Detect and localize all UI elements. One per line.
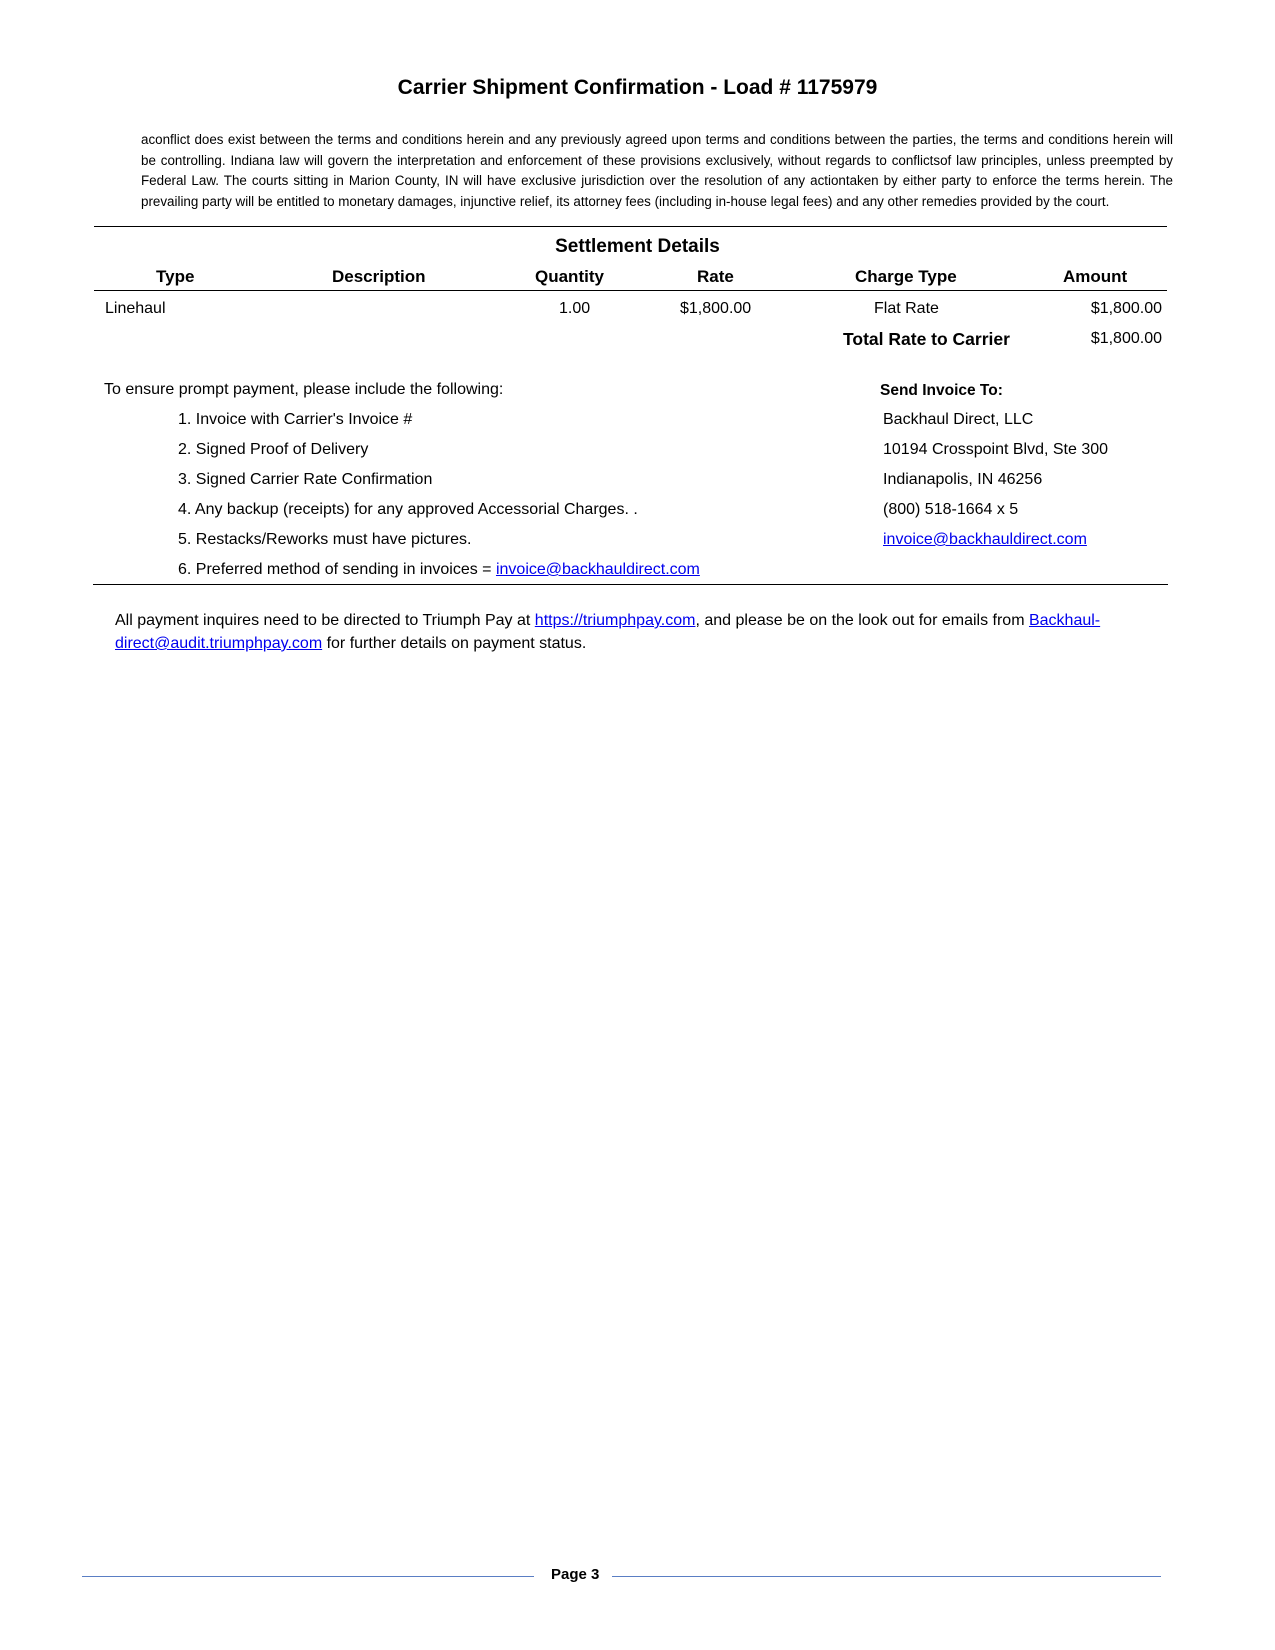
header-type: Type bbox=[156, 267, 195, 286]
payment-inquiry-note bbox=[115, 609, 1195, 655]
invoice-city: Indianapolis, IN 46256 bbox=[883, 471, 1043, 488]
header-quantity: Quantity bbox=[535, 267, 604, 286]
requirement-item: 1. Invoice with Carrier's Invoice # bbox=[178, 411, 413, 428]
section-divider-top bbox=[94, 226, 1167, 227]
payment-note-text: All payment inquires need to be directed to Triumph Pay at bbox=[115, 612, 535, 629]
cell-type: Linehaul bbox=[105, 300, 166, 317]
requirement-item: 3. Signed Carrier Rate Confirmation bbox=[178, 471, 433, 488]
requirement-item: 4. Any backup (receipts) for any approved Accessorial Charges. . bbox=[178, 501, 638, 518]
send-invoice-title: Send Invoice To: bbox=[880, 382, 1003, 399]
document-title: Carrier Shipment Confirmation - Load # 1175979 bbox=[397, 76, 878, 99]
triumphpay-link[interactable]: https://triumphpay.com bbox=[534, 612, 696, 629]
invoice-company: Backhaul Direct, LLC bbox=[883, 411, 1034, 428]
cell-quantity: 1.00 bbox=[559, 300, 591, 317]
settlement-title: Settlement Details bbox=[555, 236, 720, 257]
header-description: Description bbox=[332, 267, 426, 286]
total-rate-label: Total Rate to Carrier bbox=[843, 329, 1010, 349]
page-number: Page 3 bbox=[551, 1566, 600, 1583]
total-rate-amount: $1,800.00 bbox=[1090, 330, 1162, 347]
invoice-phone: (800) 518-1664 x 5 bbox=[883, 501, 1019, 518]
audit-email-link[interactable]: Backhaul-direct@audit.triumphpay.com bbox=[115, 612, 1101, 652]
footer-rule-right bbox=[612, 1576, 1161, 1577]
preferred-method-text: 6. Preferred method of sending in invoices = bbox=[178, 561, 496, 578]
payment-note-text: , and please be on the look out for emails from bbox=[695, 612, 1029, 629]
requirements-intro: To ensure prompt payment, please include the following: bbox=[104, 381, 504, 398]
cell-rate: $1,800.00 bbox=[680, 300, 752, 317]
invoice-email-link[interactable]: invoice@backhauldirect.com bbox=[883, 531, 1087, 548]
header-rate: Rate bbox=[697, 267, 734, 286]
payment-note-text: for further details on payment status. bbox=[322, 635, 587, 652]
table-header-divider bbox=[94, 290, 1167, 291]
header-amount: Amount bbox=[1063, 267, 1128, 286]
terms-paragraph: aconflict does exist between the terms and conditions herein and any previously agreed upon terms and conditions between the parties, the terms and conditions herein will be controlling. Indiana law will govern the interpretation and enforcement of these provisions exclusively, without regards to conflictsof law principles, unless preempted by Federal Law. The courts sitting in Marion County, IN will have exclusive jurisdiction over the resolution of any actiontaken by either party to enforce the terms herein. The prevailing party will be entitled to monetary damages, injunctive relief, its attorney fees (including in-house legal fees) and any other remedies provided by the court. bbox=[141, 132, 1173, 209]
footer-rule-left bbox=[82, 1576, 534, 1577]
section-divider-bottom bbox=[93, 584, 1168, 585]
invoice-street: 10194 Crosspoint Blvd, Ste 300 bbox=[883, 441, 1109, 458]
requirement-item-preferred-method bbox=[178, 561, 700, 579]
requirement-item: 2. Signed Proof of Delivery bbox=[178, 441, 369, 458]
header-charge-type: Charge Type bbox=[855, 267, 957, 286]
requirement-item: 5. Restacks/Reworks must have pictures. bbox=[178, 531, 472, 548]
cell-charge-type: Flat Rate bbox=[874, 300, 939, 317]
preferred-invoice-email-link[interactable]: invoice@backhauldirect.com bbox=[495, 561, 700, 578]
cell-amount: $1,800.00 bbox=[1090, 300, 1162, 317]
